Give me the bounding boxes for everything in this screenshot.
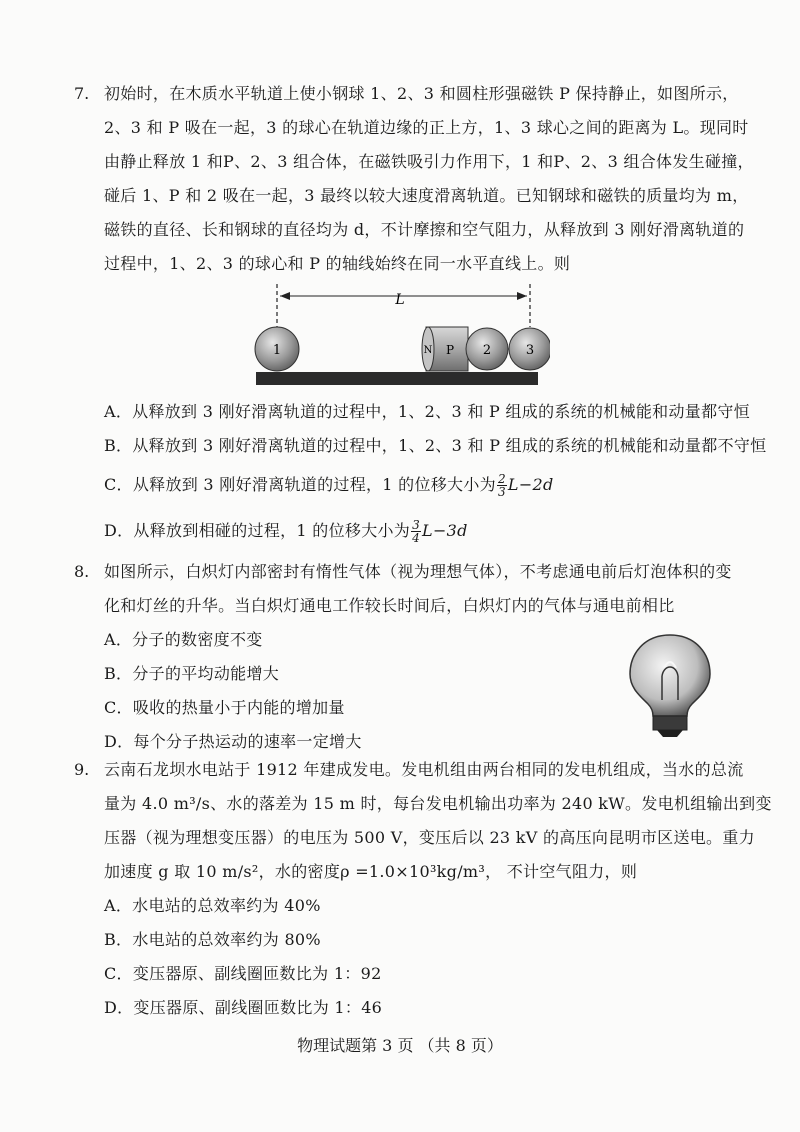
q9-line-2: 量为 4.0 m³/s、水的落差为 15 m 时，每台发电机输出功率为 240 kW。发电机组输出到变 xyxy=(104,794,772,813)
q7-number: 7. xyxy=(74,84,90,103)
q9-option-a: A．水电站的总效率约为 40% xyxy=(104,896,321,915)
ball-3-label: 3 xyxy=(525,343,535,358)
q7-figure xyxy=(250,282,550,390)
q7-option-a: A．从释放到 3 刚好滑离轨道的过程中，1、2、3 和 P 组成的系统的机械能和动量都守恒 xyxy=(104,402,750,421)
q7-option-c-expr: L−2d xyxy=(507,475,554,494)
light-bulb-figure xyxy=(622,632,718,738)
ball-1-label: 1 xyxy=(272,343,282,358)
q7-option-d-text: D．从释放到相碰的过程，1 的位移大小为 xyxy=(104,521,411,540)
q7-line-2: 2、3 和 P 吸在一起，3 的球心在轨道边缘的正上方，1、3 球心之间的距离为 L。现同时 xyxy=(104,118,749,137)
page-footer: 物理试题第 3 页 （共 8 页） xyxy=(297,1036,503,1055)
q7-option-b: B．从释放到 3 刚好滑离轨道的过程中，1、2、3 和 P 组成的系统的机械能和动量都不守恒 xyxy=(104,436,767,455)
arrow-left xyxy=(280,292,290,300)
q9-option-c: C．变压器原、副线圈匝数比为 1：92 xyxy=(104,964,382,983)
q7-line-5: 磁铁的直径、长和钢球的直径均为 d，不计摩擦和空气阻力，从释放到 3 刚好滑离轨道的 xyxy=(104,220,745,239)
q7-line-1: 初始时，在木质水平轨道上使小钢球 1、2、3 和圆柱形强磁铁 P 保持静止，如图所示， xyxy=(104,84,739,103)
ball-2-label: 2 xyxy=(482,343,492,358)
q9-option-d: D．变压器原、副线圈匝数比为 1：46 xyxy=(104,998,383,1017)
magnet-p-label: P xyxy=(445,343,455,357)
q7-line-4: 碰后 1、P 和 2 吸在一起，3 最终以较大速度滑离轨道。已知钢球和磁铁的质量均为 m， xyxy=(104,186,749,205)
q7-option-d-fraction: $\frac{3}{4}$ xyxy=(412,518,421,545)
q9-line-1: 云南石龙坝水电站于 1912 年建成发电。发电机组由两台相同的发电机组成，当水的总流 xyxy=(104,760,744,779)
q8-line-2: 化和灯丝的升华。当白炽灯通电工作较长时间后，白炽灯内的气体与通电前相比 xyxy=(104,596,675,615)
q7-option-d xyxy=(104,518,468,544)
q8-option-b: B．分子的平均动能增大 xyxy=(104,664,280,683)
q7-option-c-fraction: $\frac{2}{3}$ xyxy=(497,472,506,499)
magnet-n-label: N xyxy=(423,345,433,356)
q7-line-6: 过程中，1、2、3 的球心和 P 的轴线始终在同一水平直线上。则 xyxy=(104,254,571,273)
bulb-tip xyxy=(657,730,683,737)
q8-number: 8. xyxy=(74,562,90,581)
bulb-glass xyxy=(630,635,710,716)
arrow-right xyxy=(517,292,527,300)
q9-line-4: 加速度 g 取 10 m/s²，水的密度ρ =1.0×10³kg/m³， 不计空气阻力，则 xyxy=(104,862,638,881)
track xyxy=(256,372,538,385)
q8-option-c: C．吸收的热量小于内能的增加量 xyxy=(104,698,345,717)
q7-line-3: 由静止释放 1 和P、2、3 组合体，在磁铁吸引力作用下，1 和P、2、3 组合体发生碰撞， xyxy=(104,152,754,171)
q9-number: 9. xyxy=(74,760,90,779)
q8-option-d: D．每个分子热运动的速率一定增大 xyxy=(104,732,362,751)
q7-option-d-expr: L−3d xyxy=(422,521,468,540)
bulb-base xyxy=(653,716,687,730)
dimension-label: L xyxy=(395,292,405,308)
q8-option-a: A．分子的数密度不变 xyxy=(104,630,263,649)
q9-line-3: 压器（视为理想变压器）的电压为 500 V，变压后以 23 kV 的高压向昆明市区送电。重力 xyxy=(104,828,755,847)
q8-line-1: 如图所示，白炽灯内部密封有惰性气体（视为理想气体），不考虑通电前后灯泡体积的变 xyxy=(104,562,732,581)
q7-option-c-text: C．从释放到 3 刚好滑离轨道的过程，1 的位移大小为 xyxy=(104,475,496,494)
q9-option-b: B．水电站的总效率约为 80% xyxy=(104,930,321,949)
q7-option-c xyxy=(104,472,554,498)
